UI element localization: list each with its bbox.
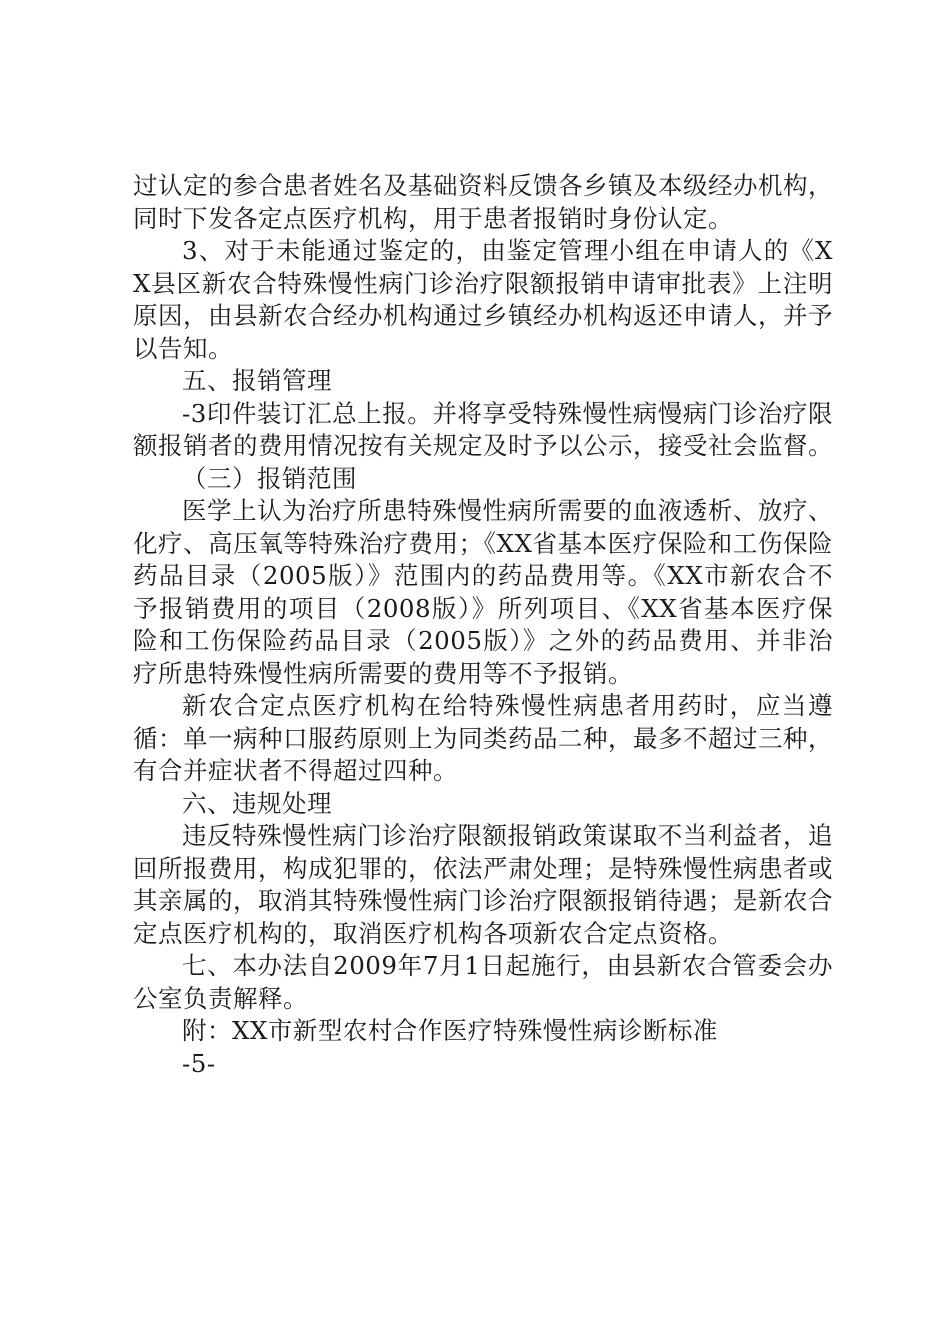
paragraph-attachment: 附：XX市新型农村合作医疗特殊慢性病诊断标准 [182, 1016, 718, 1045]
paragraph-violations: 违反特殊慢性病门诊治疗限额报销政策谋取不当利益者，追回所报费用，构成犯罪的，依法严肃处理；是特殊慢性病患者或其亲属的，取消其特殊慢性病门诊治疗限额报销待遇；是新农合定点医疗机构的，取消医疗机构各项新农合定点资格。 [133, 821, 833, 948]
paragraph-scope: 医学上认为治疗所患特殊慢性病所需要的血液透析、放疗、化疗、高压氧等特殊治疗费用；《XX省基本医疗保险和工伤保险药品目录（2005版）》范围内的药品费用等。《XX市新农合不予报销费用的项目（2008版）》所列项目、《XX省基本医疗保险和工伤保险药品目录（2005版）》之外的药品费用、并非治疗所患特殊慢性病所需要的费用等不予报销。 [133, 496, 833, 688]
paragraph-continuation: 过认定的参合患者姓名及基础资料反馈各乡镇及本级经办机构，同时下发各定点医疗机构，用于患者报销时身份认定。 [133, 171, 833, 233]
paragraph-medication: 新农合定点医疗机构在给特殊慢性病患者用药时，应当遵循：单一病种口服药原则上为同类药品二种，最多不超过三种，有合并症状者不得超过四种。 [133, 691, 833, 785]
paragraph-effective-date: 七、本办法自2009年7月1日起施行，由县新农合管委会办公室负责解释。 [133, 951, 833, 1013]
paragraph-reporting: -3印件装订汇总上报。并将享受特殊慢性病慢病门诊治疗限额报销者的费用情况按有关规定及时予以公示，接受社会监督。 [133, 398, 833, 460]
section-heading-reimbursement-management: 五、报销管理 [182, 366, 332, 395]
document-body [133, 170, 833, 1080]
section-heading-violations: 六、违规处理 [182, 788, 332, 818]
paragraph-item-3: 3、对于未能通过鉴定的，由鉴定管理小组在申请人的《XX县区新农合特殊慢性病门诊治疗限额报销申请审批表》上注明原因，由县新农合经办机构通过乡镇经办机构返还申请人，并予以告知。 [133, 236, 833, 363]
subsection-heading-reimbursement-scope: （三）报销范围 [182, 463, 357, 493]
page-number: -5- [182, 1048, 216, 1078]
